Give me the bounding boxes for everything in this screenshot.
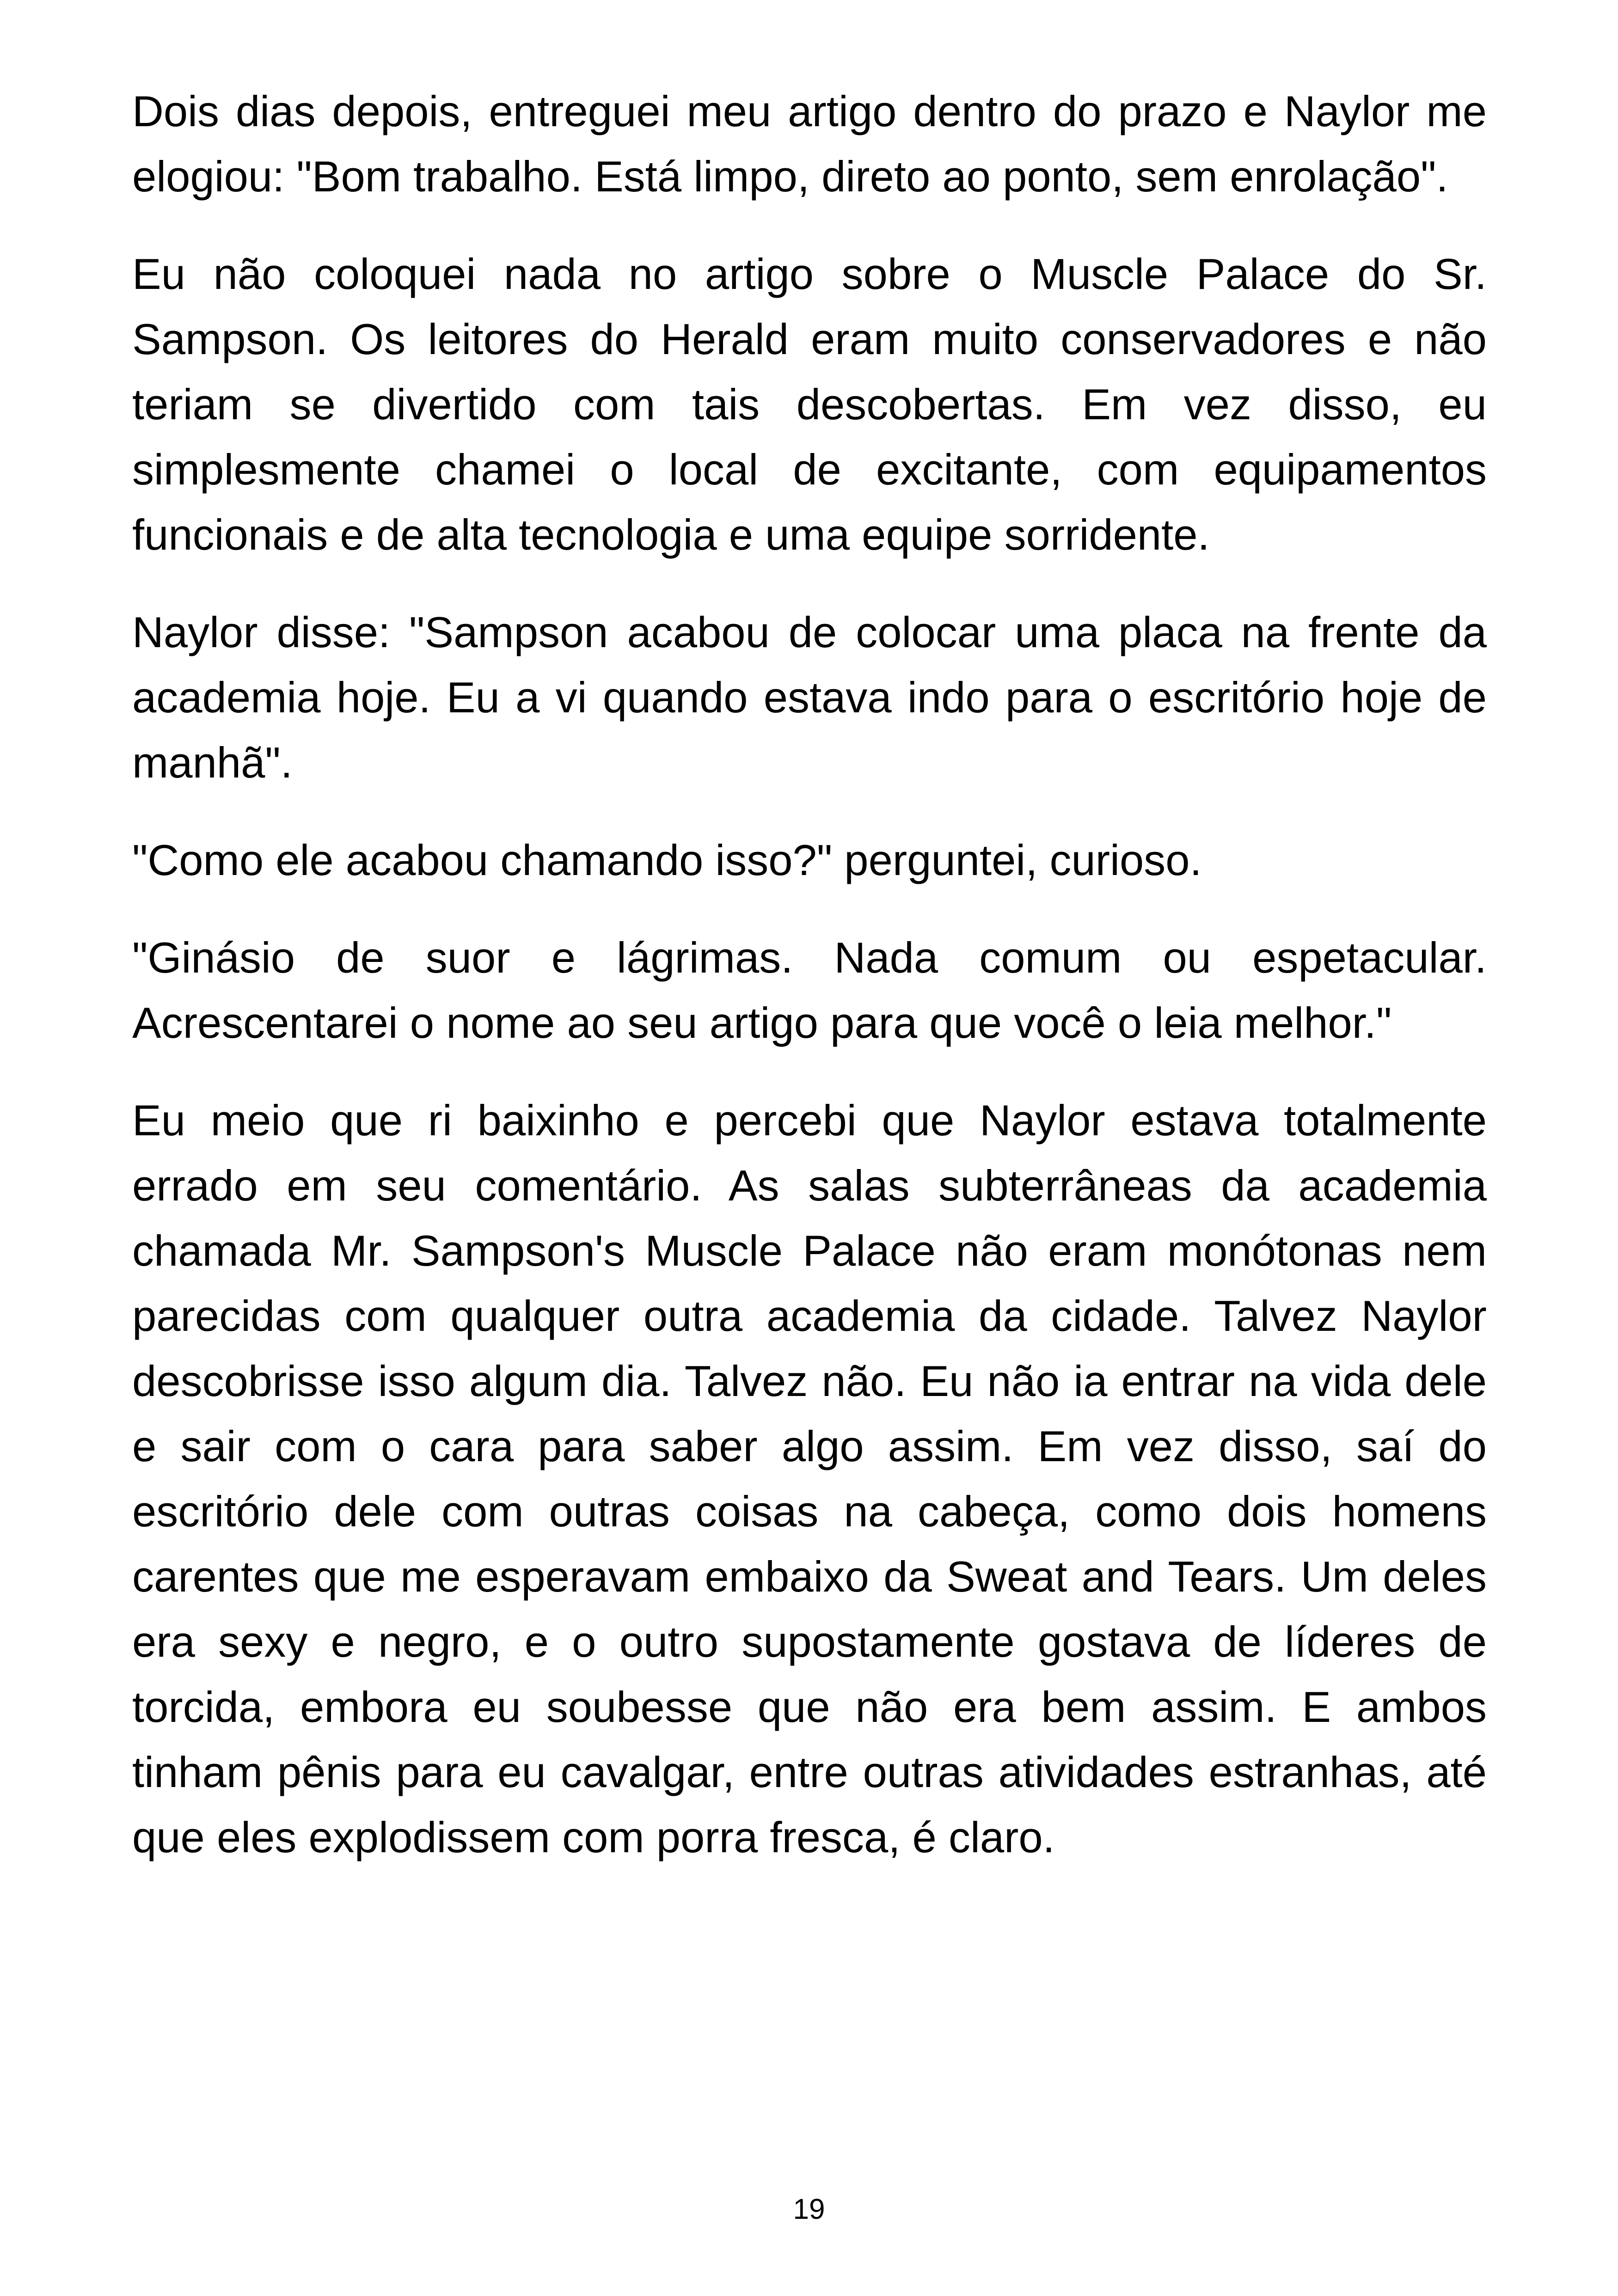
paragraph-2: Eu não coloquei nada no artigo sobre o Muscle Palace do Sr. Sampson. Os leitores do Herald eram muito conservadores e não teriam se divertido com tais descobertas. Em vez disso, eu simplesmente chamei o local de excitante, com equipamentos funcionais e de alta tecnologia e uma equipe sorridente. [132, 250, 1487, 559]
paragraph-3: Naylor disse: "Sampson acabou de colocar uma placa na frente da academia hoje. Eu a vi quando estava indo para o escritório hoje de manhã". [132, 608, 1487, 787]
page-number: 19 [793, 2193, 825, 2225]
paragraph-6: Eu meio que ri baixinho e percebi que Naylor estava totalmente errado em seu comentário. As salas subterrâneas da academia chamada Mr. Sampson's Muscle Palace não eram monótonas nem parecidas com qualquer outra academia da cidade. Talvez Naylor descobrisse isso algum dia. Talvez não. Eu não ia entrar na vida dele e sair com o cara para saber algo assim. Em vez disso, saí do escritório dele com outras coisas na cabeça, como dois homens carentes que me esperavam embaixo da Sweat and Tears. Um deles era sexy e negro, e o outro supostamente gostava de líderes de torcida, embora eu soubesse que não era bem assim. E ambos tinham pênis para eu cavalgar, entre outras atividades estranhas, até que eles explodissem com porra fresca, é claro. [132, 1096, 1487, 1861]
text-body [132, 79, 1487, 1902]
paragraph-1: Dois dias depois, entreguei meu artigo dentro do prazo e Naylor me elogiou: "Bom trabalho. Está limpo, direto ao ponto, sem enrolação". [132, 87, 1487, 201]
paragraph-5: "Ginásio de suor e lágrimas. Nada comum ou espetacular. Acrescentarei o nome ao seu artigo para que você o leia melhor." [132, 933, 1487, 1047]
paragraph-4: "Como ele acabou chamando isso?" perguntei, curioso. [132, 836, 1202, 884]
